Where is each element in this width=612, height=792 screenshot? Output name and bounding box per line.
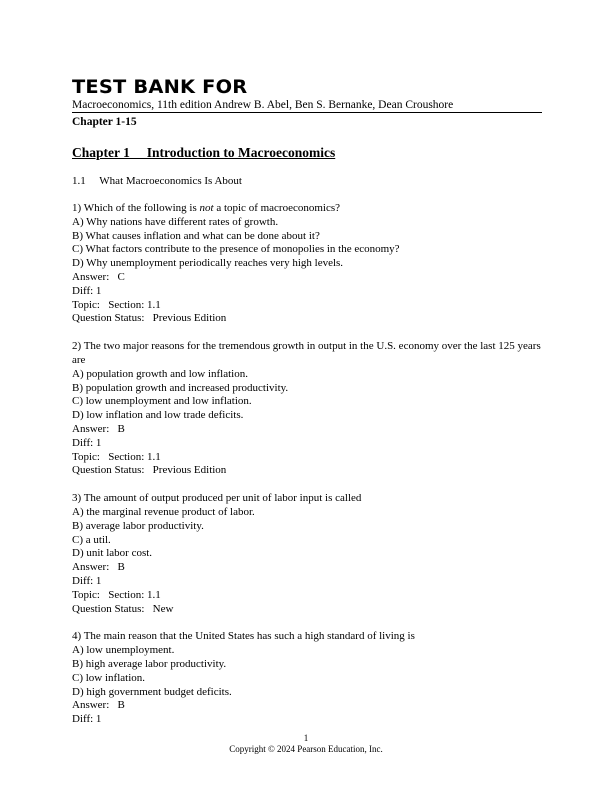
option-c: C) low inflation. — [72, 671, 146, 684]
option-c: C) a util. — [72, 533, 111, 546]
option-a: A) population growth and low inflation. — [72, 367, 248, 380]
status-line: Question Status: Previous Edition — [72, 312, 227, 325]
question-stem-end: a topic of macroeconomics? — [213, 202, 341, 214]
question-2 — [72, 340, 542, 478]
option-d: D) high government budget deficits. — [72, 685, 232, 698]
answer-line: Answer: B — [72, 422, 125, 435]
chapter-range: Chapter 1-15 — [72, 116, 137, 128]
difficulty-line: Diff: 1 — [72, 284, 102, 297]
header-divider — [72, 112, 542, 113]
option-a: A) Why nations have different rates of growth. — [72, 215, 279, 228]
option-a: A) low unemployment. — [72, 644, 175, 657]
status-line: Question Status: Previous Edition — [72, 464, 227, 477]
copyright-notice: Copyright © 2024 Pearson Education, Inc. — [229, 744, 383, 754]
option-d: D) low inflation and low trade deficits. — [72, 409, 244, 422]
book-citation: Macroeconomics, 11th edition Andrew B. Abel, Ben S. Bernanke, Dean Croushore — [72, 99, 454, 111]
option-c: C) low unemployment and low inflation. — [72, 395, 252, 408]
section-heading: 1.1 What Macroeconomics Is About — [72, 175, 242, 187]
question-stem: 2) The two major reasons for the tremendous growth in output in the U.S. economy over the last 125 years are — [72, 340, 544, 366]
question-stem: 3) The amount of output produced per unit of labor input is called — [72, 492, 362, 505]
chapter-heading: Chapter 1 Introduction to Macroeconomics — [72, 145, 336, 160]
answer-line: Answer: B — [72, 699, 125, 712]
question-3 — [72, 492, 542, 616]
question-4 — [72, 630, 542, 727]
question-stem-start: 1) Which of the following is — [72, 202, 200, 214]
test-bank-title: TEST BANK FOR — [72, 76, 248, 98]
status-line: Question Status: New — [72, 602, 174, 615]
difficulty-line: Diff: 1 — [72, 436, 102, 449]
question-stem: 4) The main reason that the United States has such a high standard of living is — [72, 630, 415, 643]
page-number: 1 — [303, 733, 309, 743]
page-footer — [0, 733, 612, 755]
difficulty-line: Diff: 1 — [72, 713, 102, 726]
answer-line: Answer: C — [72, 270, 125, 283]
option-c: C) What factors contribute to the presence of monopolies in the economy? — [72, 243, 400, 256]
topic-line: Topic: Section: 1.1 — [72, 450, 161, 463]
document-page — [72, 76, 542, 727]
option-b: B) average labor productivity. — [72, 519, 204, 532]
option-b: B) high average labor productivity. — [72, 657, 227, 670]
option-b: B) population growth and increased productivity. — [72, 381, 289, 394]
question-1 — [72, 202, 542, 326]
question-stem — [72, 202, 542, 216]
answer-line: Answer: B — [72, 561, 125, 574]
option-b: B) What causes inflation and what can be done about it? — [72, 229, 320, 242]
topic-line: Topic: Section: 1.1 — [72, 298, 161, 311]
question-stem-emphasis: not — [199, 202, 214, 214]
difficulty-line: Diff: 1 — [72, 574, 102, 587]
option-d: D) unit labor cost. — [72, 547, 153, 560]
document-header — [72, 76, 542, 129]
option-a: A) the marginal revenue product of labor. — [72, 505, 255, 518]
option-d: D) Why unemployment periodically reaches very high levels. — [72, 257, 344, 270]
topic-line: Topic: Section: 1.1 — [72, 588, 161, 601]
